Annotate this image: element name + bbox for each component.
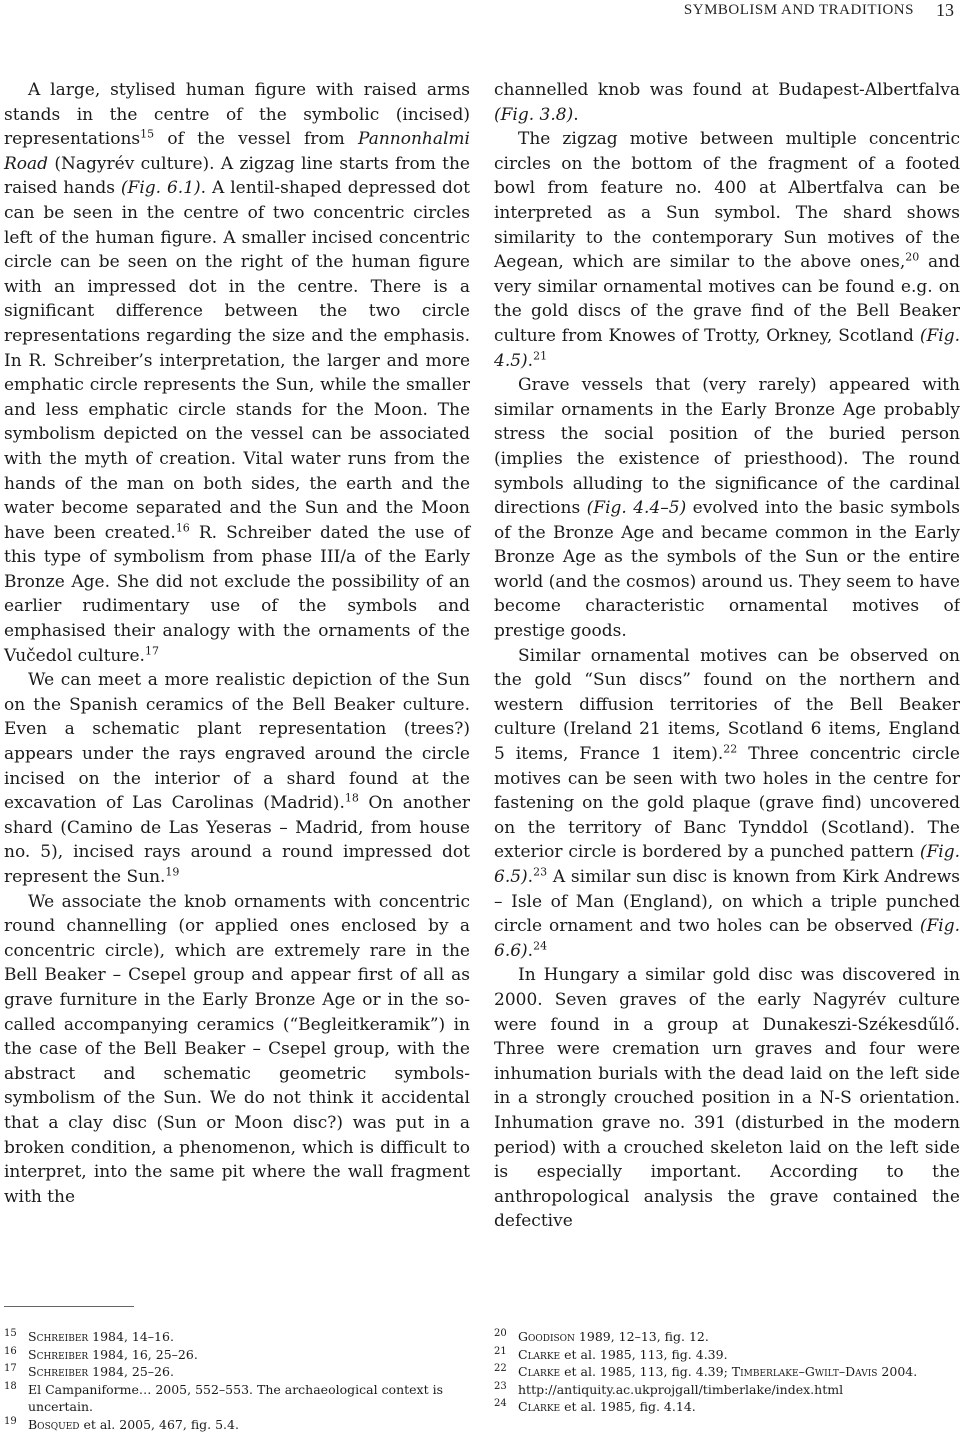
footnote: 21 Clarke et al. 1985, 113, fig. 4.39. bbox=[494, 1345, 728, 1362]
paragraph: We associate the knob ornaments with concentric round channelling (or applied ones enclosed by a concentric circle), which are extremely rare in the Bell Beaker – Csepel group and appear first of all as grave furniture in the Early Bronze Age or in the so-called accompanying ceramics (“Begleitkeramik”) in the case of the Bell Beaker – Csepel group, with the abstract and schematic geometric symbols-symbolism of the Sun. We do not think it accidental that a clay disc (Sun or Moon disc?) was put in a broken condition, a phenomenon, which is difficult to interpret, into the same pit where the wall fragment with the bbox=[4, 891, 470, 1207]
footnote: 15 Schreiber 1984, 14–16. bbox=[4, 1328, 174, 1344]
footnote: 16 Schreiber 1984, 16, 25–26. bbox=[4, 1345, 198, 1362]
footnote-rule bbox=[4, 1306, 134, 1307]
footnotes-right bbox=[494, 1328, 934, 1416]
footnote: 18 El Campaniforme… 2005, 552–553. The archaeological context is uncertain. bbox=[4, 1380, 444, 1415]
paragraph: A large, stylised human figure with raised arms stands in the centre of the symbolic (incised) representations$^{15}$ of the vessel from Pannonhalmi Road (Nagyrév culture). A zigzag line starts from the raised hands (Fig. 6.1). A lentil-shaped depressed dot can be seen in the centre of two concentric circles left of the human figure. A smaller incised concentric circle can be seen on the right of the human figure with an impressed dot in the centre. There is a significant difference between the two circle representations regarding the size and the emphasis. In R. Schreiber’s interpretation, the larger and more emphatic circle represents the Sun, while the smaller and less emphatic circle stands for the Moon. The symbolism depicted on the vessel can be associated with the myth of creation. Vital water runs from the hands of the man on both sides, the earth and the water become separated and the Sun and the Moon have been created.$^{16}$ R. Schreiber dated the use of this type of symbolism from phase III/a of the Early Bronze Age. She did not exclude the possibility of an earlier rudimentary use of the symbols and emphasised their analogy with the ornaments of the Vučedol culture.$^{17}$ bbox=[4, 80, 470, 666]
footnote: 20 Goodison 1989, 12–13, fig. 12. bbox=[494, 1328, 709, 1344]
paragraph: We can meet a more realistic depiction of the Sun on the Spanish ceramics of the Bell Beaker culture. Even a schematic plant representation (trees?) appears under the rays engraved around the circle incised on the interior of a shard found at the excavation of Las Carolinas (Madrid).$^{18}$ On another shard (Camino de Las Yeseras – Madrid, from house no. 5), incised rays around a round impressed dot represent the Sun.$^{19}$ bbox=[4, 670, 471, 887]
footnote: 17 Schreiber 1984, 25–26. bbox=[4, 1363, 174, 1380]
page-number: 13 bbox=[936, 0, 954, 20]
footnotes-left bbox=[4, 1328, 444, 1434]
footnote: 22 Clarke et al. 1985, 113, fig. 4.39; Timberlake–Gwilt–Davis 2004. bbox=[494, 1363, 918, 1380]
paragraph: In Hungary a similar gold disc was discovered in 2000. Seven graves of the early Nagyrév culture were found in a group at Dunakeszi-Székesdűlő. Three were cremation urn graves and four were inhumation burials with the dead laid on the left side in a strongly crouched position in a N-S orientation. Inhumation grave no. 391 (disturbed in the modern period) with a crouched skeleton laid on the left side is especially important. According to the anthropological analysis the grave contained the defective bbox=[494, 965, 960, 1232]
footnote: 24 Clarke et al. 1985, fig. 4.14. bbox=[494, 1398, 696, 1415]
paragraph: Similar ornamental motives can be observed on the gold “Sun discs” found on the northern and western diffusion territories of the Bell Beaker culture (Ireland 21 items, Scotland 6 items, England 5 items, France 1 item).$^{22}$ Three concentric circle motives can be seen with two holes in the centre for fastening on the gold plaque (grave find) uncovered on the territory of Banc Tynddol (Scotland). The exterior circle is bordered by a punched pattern (Fig. 6.5).$^{23}$ A similar sun disc is known from Kirk Andrews – Isle of Man (England), on which a triple punched circle ornament and two holes can be observed (Fig. 6.6).$^{24}$ bbox=[494, 645, 960, 961]
paragraph: Grave vessels that (very rarely) appeared with similar ornaments in the Early Bronze Age probably stress the social position of the buried person (implies the existence of priesthood). The round symbols alluding to the significance of the cardinal directions (Fig. 4.4–5) evolved into the basic symbols of the Bronze Age and became common in the Early Bronze Age as the symbols of the Sun or the entire world (and the cosmos) around us. They seem to have become characteristic ornamental motives of prestige goods. bbox=[494, 375, 960, 642]
running-title: SYMBOLISM AND TRADITIONS bbox=[683, 2, 914, 18]
left-column bbox=[4, 78, 470, 1209]
running-head bbox=[0, 0, 960, 24]
paragraph: channelled knob was found at Budapest-Albertfalva (Fig. 3.8). bbox=[494, 80, 960, 125]
right-column bbox=[494, 78, 960, 1234]
footnote: 19 Bosqued et al. 2005, 467, fig. 5.4. bbox=[4, 1415, 239, 1432]
paragraph: The zigzag motive between multiple concentric circles on the bottom of the fragment of a footed bowl from feature no. 400 at Albertfalva can be interpreted as a Sun symbol. The shard shows similarity to the contemporary Sun motives of the Aegean, which are similar to the above ones,$^{20}$ and very similar ornamental motives can be found e.g. on the gold discs of the grave find of the Bell Beaker culture from Knowes of Trotty, Orkney, Scotland (Fig. 4.5).$^{21}$ bbox=[494, 129, 960, 371]
footnote: 23 http://antiquity.ac.ukprojgall/timberlake/index.html bbox=[494, 1380, 844, 1397]
